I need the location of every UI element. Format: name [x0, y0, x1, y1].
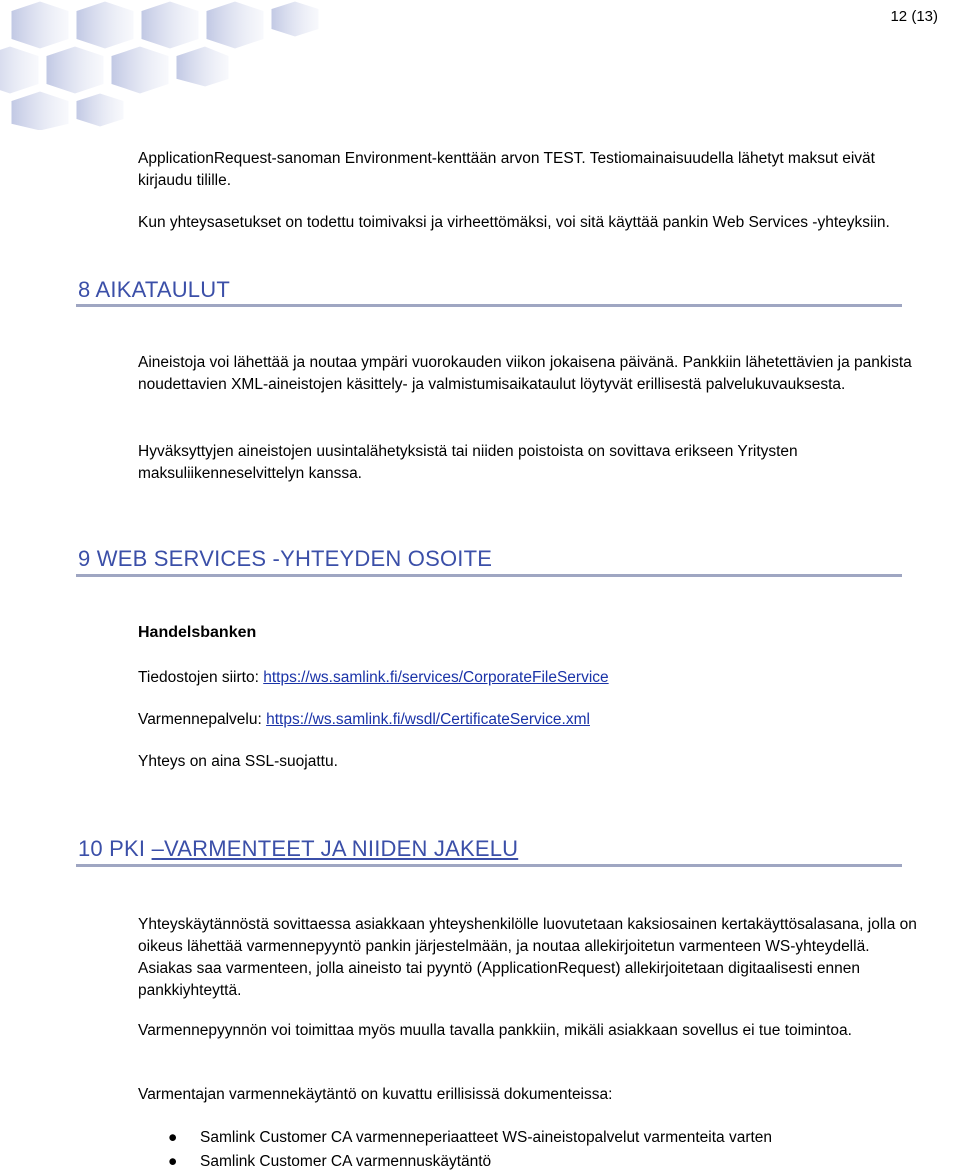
file-transfer-link[interactable]: https://ws.samlink.fi/services/CorporateFileService — [263, 669, 609, 686]
section-8-paragraph-1: Aineistoja voi lähettää ja noutaa ympäri vuorokauden viikon jokaisena päivänä. Pankkiin lähetettävien ja pankista noudettavien XML-aineistojen käsittely- ja valmistumisaikataulut löytyvät erillisestä palvelukuvauksesta. — [138, 354, 912, 393]
file-transfer-label: Tiedostojen siirto: — [138, 669, 259, 686]
list-item-text: Samlink Customer CA varmenneperiaatteet WS-aineistopalvelut varmenteita varten — [200, 1129, 773, 1146]
bullet-icon: ● — [168, 1153, 178, 1170]
bullet-icon: ● — [168, 1129, 178, 1146]
bank-name: Handelsbanken — [138, 624, 257, 641]
cert-service-link[interactable]: https://ws.samlink.fi/wsdl/CertificateService.xml — [266, 711, 590, 728]
list-item-text: Samlink Customer CA varmennuskäytäntö — [200, 1153, 492, 1170]
section-10-heading-prefix: 10 PKI — [78, 836, 152, 861]
file-transfer-row — [138, 667, 918, 689]
page-number: 12 (13) — [890, 8, 938, 25]
section-8-paragraph-2: Hyväksyttyjen aineistojen uusintalähetyksistä tai niiden poistoista on sovittava erikseen Yritysten maksuliikenneselvittelyn kanssa. — [138, 443, 798, 482]
intro-paragraph-1: ApplicationRequest-sanoman Environment-kenttään arvon TEST. Testiomainaisuudella lähetyt maksut eivät kirjaudu tilille. — [138, 150, 875, 189]
section-9-rule — [76, 574, 902, 577]
list-item — [138, 1150, 772, 1174]
section-8-heading: 8 AIKATAULUT — [78, 277, 230, 302]
section-10-rule — [76, 864, 902, 867]
section-10-heading — [78, 836, 518, 862]
cert-service-row — [138, 709, 918, 731]
section-10-paragraph-2: Varmennepyynnön voi toimittaa myös muulla tavalla pankkiin, mikäli asiakkaan sovellus ei tue toimintoa. — [138, 1022, 852, 1039]
ssl-note: Yhteys on aina SSL-suojattu. — [138, 753, 338, 770]
intro-paragraph-2: Kun yhteysasetukset on todettu toimivaksi ja virheettömäksi, voi sitä käyttää pankin Web Services -yhteyksiin. — [138, 214, 890, 231]
cert-service-label: Varmennepalvelu: — [138, 711, 262, 728]
list-item — [138, 1126, 772, 1150]
section-10-paragraph-1: Yhteyskäytännöstä sovittaessa asiakkaan yhteyshenkilölle luovutetaan kaksiosainen kertakäyttösalasana, jolla on oikeus lähettää varmennepyyntö pankin järjestelmään, ja noutaa allekirjoitetun varmenteen WS-yhteydellä. Asiakas saa varmenteen, jolla aineisto tai pyyntö (ApplicationRequest) allekirjoitetaan digitaalisesti ennen pankkiyhteyttä. — [138, 916, 917, 999]
section-10-paragraph-3: Varmentajan varmennekäytäntö on kuvattu erillisissä dokumenteissa: — [138, 1086, 613, 1103]
section-9-heading: 9 WEB SERVICES -YHTEYDEN OSOITE — [78, 546, 493, 571]
section-8-rule — [76, 304, 902, 307]
reference-documents-list — [138, 1126, 772, 1174]
hexagon-pattern-decoration — [0, 0, 330, 130]
section-10-heading-link[interactable]: –VARMENTEET JA NIIDEN JAKELU — [151, 836, 519, 861]
